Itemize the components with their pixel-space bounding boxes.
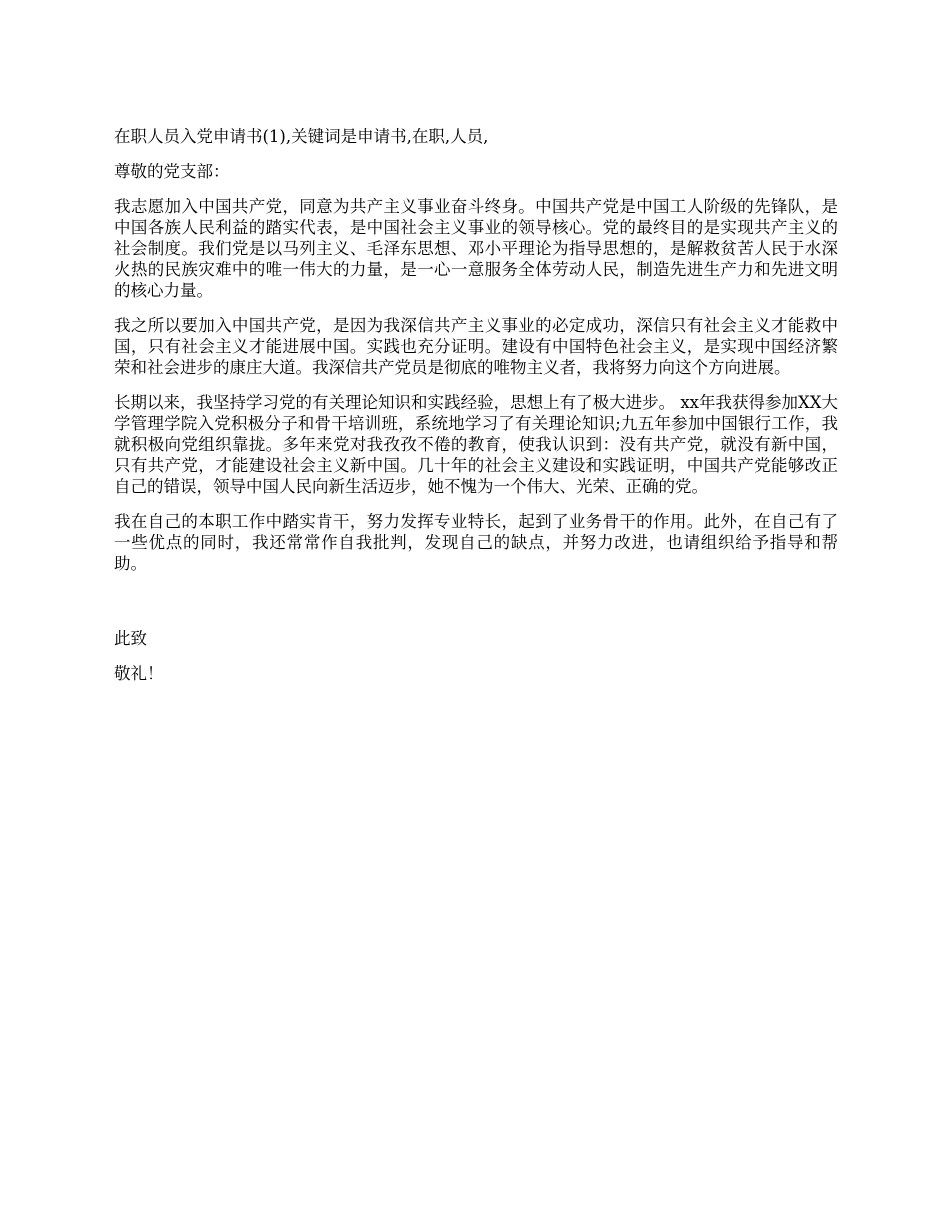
body-paragraph-2: 我之所以要加入中国共产党，是因为我深信共产主义事业的必定成功，深信只有社会主义才能救中国，只有社会主义才能进展中国。实践也充分证明。建设有中国特色社会主义，是实现中国经济繁荣和社会进步的康庄大道。我深信共产党员是彻底的唯物主义者，我将努力向这个方向进展。	[114, 316, 838, 377]
closing-regards: 敬礼！	[114, 664, 164, 683]
document-page	[114, 126, 838, 698]
body-paragraph-3: 长期以来，我坚持学习党的有关理论知识和实践经验，思想上有了极大进步。 xx年我获得参加XX大学管理学院入党积极分子和骨干培训班，系统地学习了有关理论知识;九五年参加中国银行工作，我就积极向党组织靠拢。多年来党对我孜孜不倦的教育，使我认识到：没有共产党，就没有新中国，只有共产党，才能建设社会主义新中国。几十年的社会主义建设和实践证明，中国共产党能够改正自己的错误，领导中国人民向新生活迈步，她不愧为一个伟大、光荣、正确的党。	[114, 393, 838, 496]
body-paragraph-4: 我在自己的本职工作中踏实肯干，努力发挥专业特长，起到了业务骨干的作用。此外，在自己有了一些优点的同时，我还常常作自我批判，发现自己的缺点，并努力改进，也请组织给予指导和帮助。	[114, 512, 838, 573]
closing-salute: 此致	[114, 629, 147, 648]
document-title-line: 在职人员入党申请书(1),关键词是申请书,在职,人员,	[114, 127, 489, 146]
spacer	[114, 588, 838, 628]
body-paragraph-1: 我志愿加入中国共产党，同意为共产主义事业奋斗终身。中国共产党是中国工人阶级的先锋队，是中国各族人民利益的踏实代表，是中国社会主义事业的领导核心。党的最终目的是实现共产主义的社会制度。我们党是以马列主义、毛泽东思想、邓小平理论为指导思想的，是解救贫苦人民于水深火热的民族灾难中的唯一伟大的力量，是一心一意服务全体劳动人民，制造先进生产力和先进文明的核心力量。	[114, 197, 838, 300]
salutation: 尊敬的党支部：	[114, 162, 230, 181]
